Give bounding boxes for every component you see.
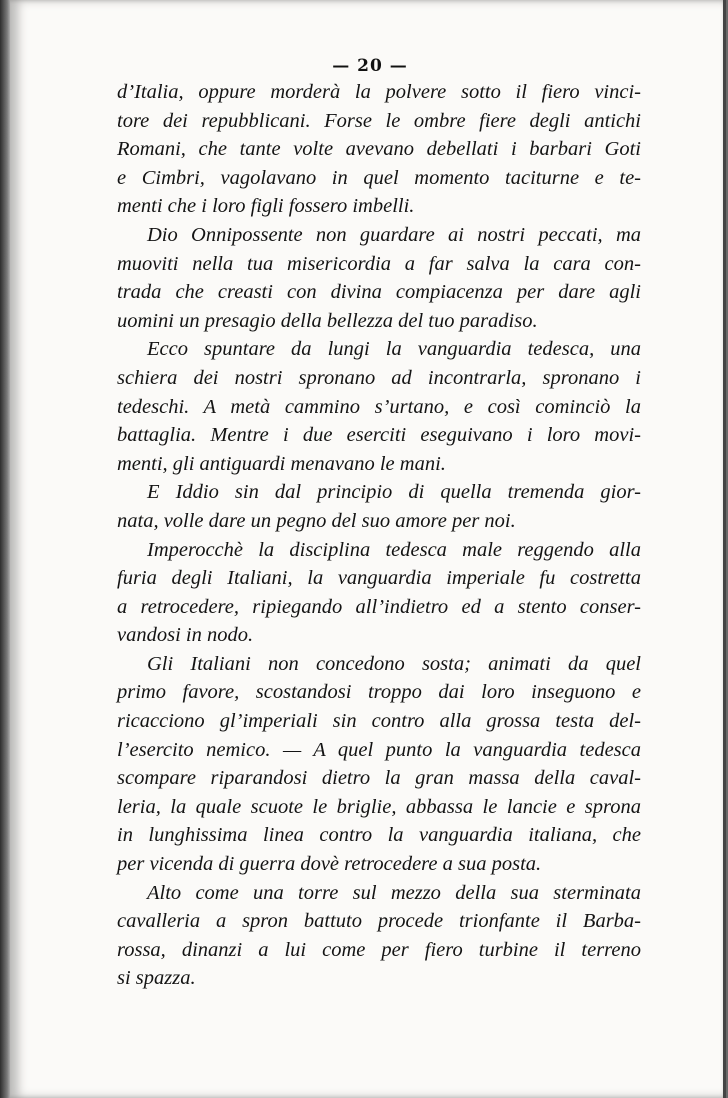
text-line: battaglia. Mentre i due eserciti eseguivano i loro movi- — [117, 424, 641, 447]
text-line: furia degli Italiani, la vanguardia imperiale fu costretta — [117, 567, 641, 590]
text-line: in lunghissima linea contro la vanguardia italiana, che — [117, 824, 641, 847]
text-line: vandosi in nodo. — [117, 624, 254, 647]
text-line: trada che creasti con divina compiacenza per dare agli — [117, 281, 641, 304]
page-number: — 20 — — [332, 56, 408, 76]
text-line: tedeschi. A metà cammino s’urtano, e così cominciò la — [117, 395, 641, 418]
text-line: l’esercito nemico. — A quel punto la vanguardia tedesca — [117, 738, 641, 761]
text-line: Romani, che tante volte avevano debellati i barbari Goti — [117, 138, 641, 161]
text-line: per vicenda di guerra dovè retrocedere a sua posta. — [117, 853, 542, 876]
text-line: a retrocedere, ripiegando all’indietro ed a stento conser- — [117, 595, 641, 618]
text-line: Gli Italiani non concedono sosta; animati da quel — [147, 652, 641, 675]
text-line: leria, la quale scuote le briglie, abbassa le lancie e sprona — [117, 795, 641, 818]
text-line: Imperocchè la disciplina tedesca male reggendo alla — [147, 538, 641, 561]
text-line: menti, gli antiguardi menavano le mani. — [117, 452, 446, 475]
text-line: rossa, dinanzi a lui come per fiero turbine il terreno — [117, 938, 641, 961]
text-line: muoviti nella tua misericordia a far salva la cara con- — [117, 252, 641, 275]
text-line: Dio Onnipossente non guardare ai nostri peccati, ma — [147, 223, 641, 246]
text-line: nata, volle dare un pegno del suo amore per noi. — [117, 509, 516, 532]
text-line: scompare riparandosi dietro la gran massa della caval- — [117, 767, 641, 790]
text-line: uomini un presagio della bellezza del tuo paradiso. — [117, 309, 538, 332]
text-line: menti che i loro figli fossero imbelli. — [117, 195, 415, 218]
text-line: schiera dei nostri spronano ad incontrarla, spronano i — [117, 366, 641, 389]
text-line: Ecco spuntare da lungi la vanguardia tedesca, una — [147, 338, 641, 361]
text-line: ricacciono gl’imperiali sin contro alla grossa testa del- — [117, 710, 641, 733]
text-line: d’Italia, oppure morderà la polvere sotto il fiero vinci- — [117, 81, 641, 103]
body-text — [117, 78, 641, 993]
page-edge — [723, 0, 726, 1098]
text-line: e Cimbri, vagolavano in quel momento taciturne e te- — [117, 166, 641, 189]
text-line: si spazza. — [117, 967, 196, 990]
text-line: E Iddio sin dal principio di quella tremenda gior- — [147, 481, 641, 504]
text-line: primo favore, scostandosi troppo dai loro inseguono e — [117, 681, 641, 704]
text-line: tore dei repubblicani. Forse le ombre fiere degli antichi — [117, 109, 641, 132]
text-line: cavalleria a spron battuto procede trionfante il Barba- — [117, 910, 641, 933]
text-line: Alto come una torre sul mezzo della sua sterminata — [147, 881, 641, 904]
